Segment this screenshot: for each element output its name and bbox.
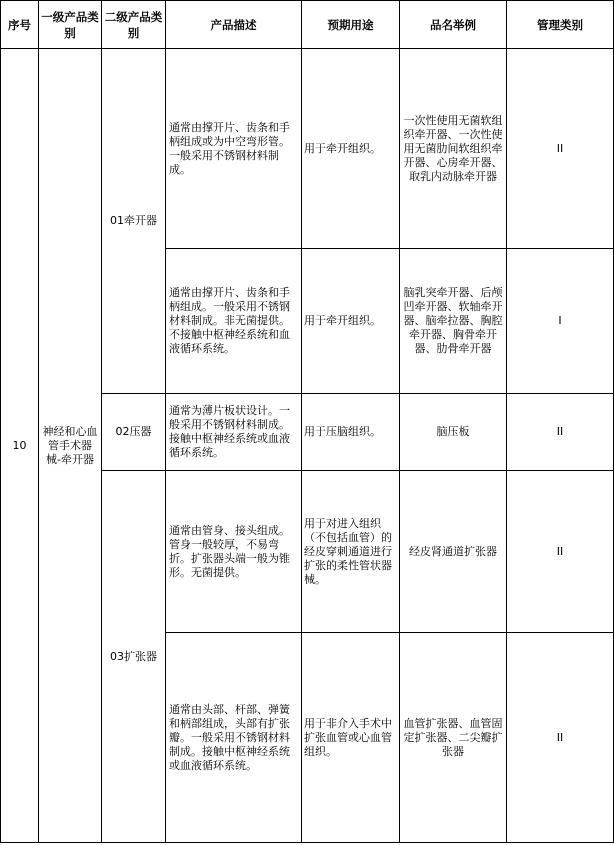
header-no: 序号 — [1, 1, 39, 49]
intended-use: 用于牵开组织。 — [302, 49, 400, 249]
product-examples: 血管扩张器、血管固定扩张器、二尖瓣扩张器 — [400, 633, 507, 843]
management-class: II — [507, 633, 614, 843]
header-level1: 一级产品类别 — [39, 1, 102, 49]
intended-use: 用于非介入手术中扩张血管或心血管组织。 — [302, 633, 400, 843]
product-description: 通常由头部、杆部、弹簧和柄部组成，头部有扩张瓣。一般采用不锈钢材料制成。接触中枢神经系统或血液循环系统。 — [166, 633, 302, 843]
level2-category: 02压器 — [102, 394, 166, 471]
product-description: 通常为薄片板状设计。一般采用不锈钢材料制成。接触中枢神经系统或血液循环系统。 — [166, 394, 302, 471]
management-class: II — [507, 471, 614, 633]
level2-category: 03扩张器 — [102, 471, 166, 843]
product-examples: 脑压板 — [400, 394, 507, 471]
intended-use: 用于牵开组织。 — [302, 249, 400, 394]
product-description: 通常由撑开片、齿条和手柄组成或为中空弯形管。一般采用不锈钢材料制成。 — [166, 49, 302, 249]
product-description: 通常由撑开片、齿条和手柄组成。一般采用不锈钢材料制成。非无菌提供。不接触中枢神经系统和血液循环系统。 — [166, 249, 302, 394]
management-class: I — [507, 249, 614, 394]
intended-use: 用于压脑组织。 — [302, 394, 400, 471]
header-row — [1, 1, 614, 49]
management-class: II — [507, 49, 614, 249]
level1-category: 神经和心血管手术器械-牵开器 — [39, 49, 102, 843]
intended-use: 用于对进入组织（不包括血管）的经皮穿刺通道进行扩张的柔性管状器械。 — [302, 471, 400, 633]
product-description: 通常由管身、接头组成。管身一般较厚，不易弯折。扩张器头端一般为锥形。无菌提供。 — [166, 471, 302, 633]
management-class: II — [507, 394, 614, 471]
product-examples: 脑乳突牵开器、后颅凹牵开器、软轴牵开器、脑牵拉器、胸腔牵开器、胸骨牵开器、肋骨牵开器 — [400, 249, 507, 394]
header-use: 预期用途 — [302, 1, 400, 49]
product-examples: 一次性使用无菌软组织牵开器、一次性使用无菌肋间软组织牵开器、心房牵开器、取乳内动脉牵开器 — [400, 49, 507, 249]
level2-category: 01牵开器 — [102, 49, 166, 394]
header-level2: 二级产品类别 — [102, 1, 166, 49]
header-examples: 品名举例 — [400, 1, 507, 49]
table-row — [1, 49, 614, 249]
row-number: 10 — [1, 49, 39, 843]
product-examples: 经皮肾通道扩张器 — [400, 471, 507, 633]
header-class: 管理类别 — [507, 1, 614, 49]
header-desc: 产品描述 — [166, 1, 302, 49]
